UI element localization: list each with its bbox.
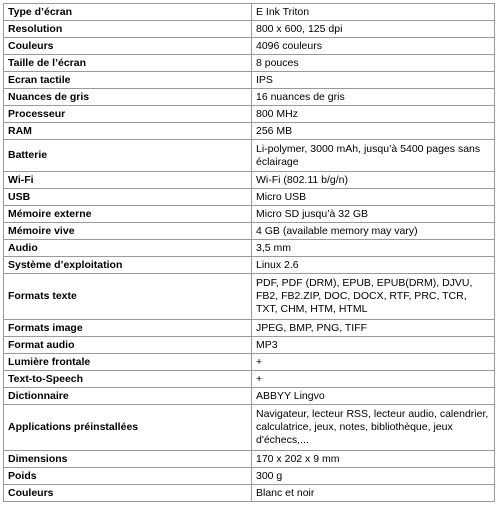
spec-value: 256 MB — [252, 123, 495, 140]
spec-value: 8 pouces — [252, 55, 495, 72]
spec-value: + — [252, 354, 495, 371]
table-row — [4, 257, 495, 274]
spec-value: PDF, PDF (DRM), EPUB, EPUB(DRM), DJVU, FB2, FB2.ZIP, DOC, DOCX, RTF, PRC, TCR, TXT, CHM, HTM, HTML — [252, 274, 495, 320]
spec-label: Type d’écran — [4, 4, 252, 21]
table-row — [4, 240, 495, 257]
table-row — [4, 206, 495, 223]
spec-value: Micro SD jusqu’à 32 GB — [252, 206, 495, 223]
table-row — [4, 106, 495, 123]
spec-label: RAM — [4, 123, 252, 140]
table-row — [4, 223, 495, 240]
spec-value: Linux 2.6 — [252, 257, 495, 274]
spec-label: Applications préinstallées — [4, 405, 252, 451]
spec-label: Formats texte — [4, 274, 252, 320]
table-row — [4, 371, 495, 388]
table-row — [4, 405, 495, 451]
table-row — [4, 89, 495, 106]
spec-label: Format audio — [4, 337, 252, 354]
table-row — [4, 388, 495, 405]
spec-value: 4096 couleurs — [252, 38, 495, 55]
spec-value: Navigateur, lecteur RSS, lecteur audio, calendrier, calculatrice, jeux, notes, bibliothèque, jeux d'échecs,... — [252, 405, 495, 451]
spec-value: 800 x 600, 125 dpi — [252, 21, 495, 38]
spec-value: E Ink Triton — [252, 4, 495, 21]
specifications-table — [3, 3, 495, 502]
spec-value: Wi-Fi (802.11 b/g/n) — [252, 172, 495, 189]
spec-value: ABBYY Lingvo — [252, 388, 495, 405]
spec-label: Processeur — [4, 106, 252, 123]
spec-label: Mémoire vive — [4, 223, 252, 240]
spec-label: Resolution — [4, 21, 252, 38]
spec-value: Li-polymer, 3000 mAh, jusqu’à 5400 pages sans éclairage — [252, 140, 495, 172]
spec-value: 16 nuances de gris — [252, 89, 495, 106]
table-row — [4, 274, 495, 320]
spec-label: Poids — [4, 468, 252, 485]
table-row — [4, 140, 495, 172]
table-row — [4, 354, 495, 371]
spec-label: Couleurs — [4, 38, 252, 55]
spec-value: Blanc et noir — [252, 485, 495, 502]
table-row — [4, 4, 495, 21]
spec-value: MP3 — [252, 337, 495, 354]
spec-label: Dimensions — [4, 451, 252, 468]
spec-value: 800 MHz — [252, 106, 495, 123]
spec-label: Ecran tactile — [4, 72, 252, 89]
table-row — [4, 72, 495, 89]
table-row — [4, 189, 495, 206]
spec-label: Formats image — [4, 320, 252, 337]
table-row — [4, 468, 495, 485]
table-row — [4, 337, 495, 354]
table-row — [4, 55, 495, 72]
spec-label: Text-to-Speech — [4, 371, 252, 388]
table-row — [4, 123, 495, 140]
spec-label: Wi-Fi — [4, 172, 252, 189]
spec-value: Micro USB — [252, 189, 495, 206]
spec-value: IPS — [252, 72, 495, 89]
table-row — [4, 172, 495, 189]
spec-value: 4 GB (available memory may vary) — [252, 223, 495, 240]
spec-label: Lumière frontale — [4, 354, 252, 371]
spec-value: 3,5 mm — [252, 240, 495, 257]
table-row — [4, 451, 495, 468]
spec-value: 300 g — [252, 468, 495, 485]
spec-label: Dictionnaire — [4, 388, 252, 405]
spec-label: USB — [4, 189, 252, 206]
spec-value: JPEG, BMP, PNG, TIFF — [252, 320, 495, 337]
spec-value: + — [252, 371, 495, 388]
table-row — [4, 38, 495, 55]
spec-label: Système d’exploitation — [4, 257, 252, 274]
spec-label: Taille de l’écran — [4, 55, 252, 72]
spec-label: Batterie — [4, 140, 252, 172]
spec-label: Mémoire externe — [4, 206, 252, 223]
spec-label: Nuances de gris — [4, 89, 252, 106]
table-row — [4, 485, 495, 502]
table-row — [4, 320, 495, 337]
spec-label: Audio — [4, 240, 252, 257]
spec-value: 170 x 202 x 9 mm — [252, 451, 495, 468]
spec-label: Couleurs — [4, 485, 252, 502]
table-row — [4, 21, 495, 38]
